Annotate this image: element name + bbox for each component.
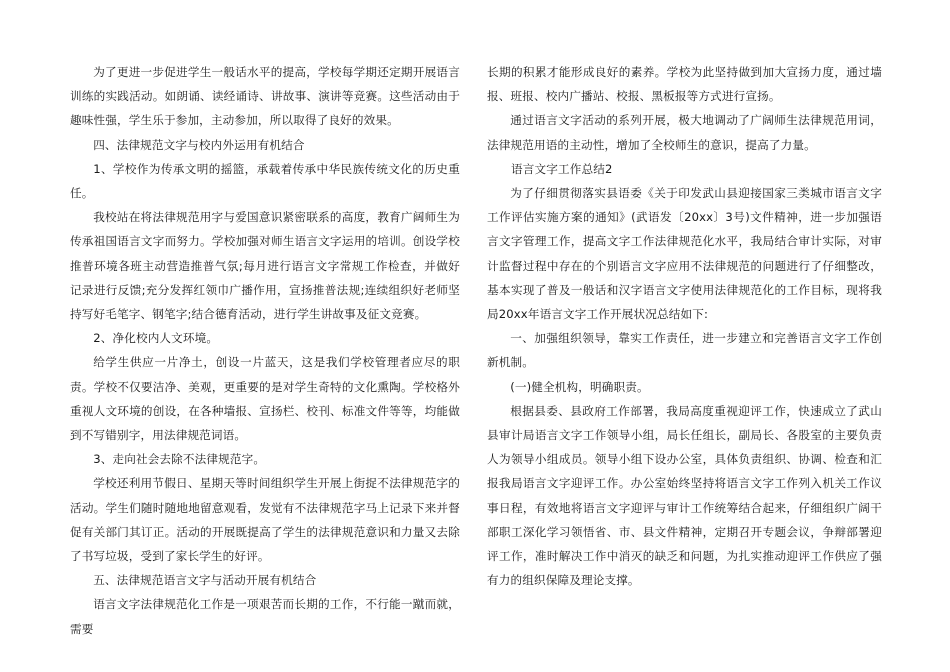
paragraph: 通过语言文字活动的系列开展，极大地调动了广阔师生法律规范用词，法律规范用语的主动性，增加了全校师生的意识，提高了力量。 xyxy=(487,113,882,152)
paragraph: 给学生供应一片净土，创设一片蓝天，这是我们学校管理者应尽的职责。学校不仅要洁净、美观，更重要的是对学生奇特的文化熏陶。学校格外重视人文环境的创设，在各种墙报、宣扬栏、校刊、标准文件等等，均能做到不写错别字，用法律规范词语。 xyxy=(70,355,460,443)
section-heading: 四、法律规范文字与校内外运用有机结合 xyxy=(93,137,305,152)
left-column xyxy=(70,60,460,641)
subsection-heading: 1、学校作为传承文明的摇篮，承载着传承中华民族传统文化的历史重任。 xyxy=(70,161,460,201)
paragraph: 我校站在将法律规范用字与爱国意识紧密联系的高度，教育广阔师生为传承祖国语言文字而努力。学校加强对师生语言文字运用的培训。创设学校推普环境各班主动营造推普气氛;每月进行语言文字常规工作检查，并做好记录进行反馈;充分发挥红领巾广播作用，宣扬推普法规;连续组织好老师坚持写好毛笔字、钢笔字;结合德育活动，进行学生讲故事及征文竞赛。 xyxy=(70,210,460,322)
section-heading: 五、法律规范语言文字与活动开展有机结合 xyxy=(93,573,317,588)
paragraph: 语言文字法律规范化工作是一项艰苦而长期的工作，不行能一蹴而就，需要 xyxy=(70,597,460,636)
paragraph: 为了更进一步促进学生一般话水平的提高，学校每学期还定期开展语言训练的实践活动。如朗诵、读经诵诗、讲故事、演讲等竞赛。这些活动由于趣味性强，学生乐于参加，主动参加，所以取得了良好的效果。 xyxy=(70,65,460,128)
paragraph-continuation: 长期的积累才能形成良好的素养。学校为此坚持做到加大宣扬力度，通过墙报、班报、校内广播站、校报、黑板报等方式进行宣扬。 xyxy=(487,65,882,104)
document-title: 语言文字工作总结2 xyxy=(511,161,613,176)
subsection-heading: 3、走向社会去除不法律规范字。 xyxy=(93,452,266,467)
paragraph: 根据县委、县政府工作部署，我局高度重视迎评工作，快速成立了武山县审计局语言文字工作领导小组，局长任组长，副局长、各股室的主要负责人为领导小组成员。领导小组下设办公室，具体负责组织、协调、检查和汇报我局语言文字迎评工作。办公室始终坚持将语言文字工作列入机关工作议事日程，有效地将语言文字迎评与审计工作统筹结合起来，仔细组织广阔干部职工深化学习领悟省、市、县文件精神，定期召开专题会议，争辩部署迎评工作，准时解决工作中消灭的缺乏和问题，为扎实推动迎评工作供应了强有力的组织保障及理论支撑。 xyxy=(487,403,882,588)
section-heading: 一、加强组织领导，靠实工作责任，进一步建立和完善语言文字工作创新机制。 xyxy=(487,331,882,370)
right-column xyxy=(487,60,882,592)
subsection-heading: 2、净化校内人文环境。 xyxy=(93,331,219,346)
paragraph: 为了仔细贯彻落实县语委《关于印发武山县迎接国家三类城市语言文字工作评估实施方案的通知》(武语发〔20xx〕3号)文件精神，进一步加强语言文字管理工作，提高文字工作法律规范化水平，我局结合审计实际，对审计监督过程中存在的个别语言文字应用不法律规范的问题进行了仔细整改，基本实现了普及一般话和汉字语言文字使用法律规范化的工作目标，现将我局20xx年语言文字工作开展状况总结如下: xyxy=(487,186,882,322)
paragraph: 学校还利用节假日、星期天等时间组织学生开展上街捉不法律规范字的活动。学生们随时随地地留意观看，发觉有不法律规范字马上记录下来并督促有关部门其订正。活动的开展既提高了学生的法律规范意识和力量又去除了书写垃圾，受到了家长学生的好评。 xyxy=(70,476,460,564)
subsection-heading: (一)健全机构，明确职责。 xyxy=(510,379,649,394)
